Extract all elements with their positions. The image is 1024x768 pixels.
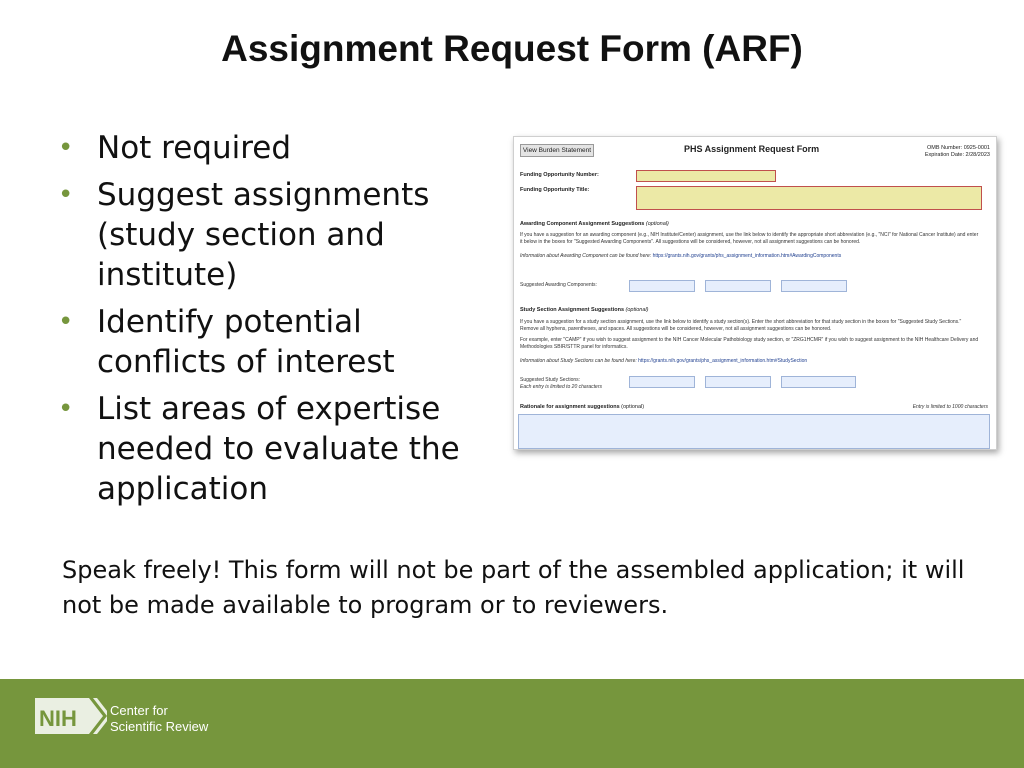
omb-number: OMB Number: 0925-0001 (927, 145, 990, 151)
bullet-item (58, 302, 478, 382)
bullet-icon: • (58, 133, 74, 163)
study-field-1[interactable] (629, 376, 695, 388)
bullet-icon: • (58, 394, 74, 424)
awarding-instructions: If you have a suggestion for an awarding component (e.g., NIH Institute/Center) assignment, use the link below to identify the appropriate short abbreviation (e.g., "NCI" for National Cancer Institute) and enter it below in the boxes for "Suggested Awarding Components". All suggestions will be considered, however, not all assignment suggestions can be honored. (520, 232, 979, 245)
awarding-field-2[interactable] (705, 280, 771, 292)
study-heading: Study Section Assignment Suggestions (optional) (520, 307, 649, 313)
csr-line-1: Center for (110, 703, 168, 718)
bullet-item (58, 389, 478, 509)
study-link[interactable]: https://grants.nih.gov/grants/phs_assignment_information.htm#StudySection (638, 358, 808, 364)
awarding-heading: Awarding Component Assignment Suggestions (optional) (520, 221, 669, 227)
footer-band (0, 679, 1024, 768)
bullet-item (58, 175, 478, 295)
expiration-date: Expiration Date: 2/28/2023 (924, 152, 990, 158)
awarding-field-3[interactable] (781, 280, 847, 292)
awarding-link[interactable]: https://grants.nih.gov/grants/phs_assignment_information.htm#AwardingComponents (652, 253, 842, 259)
study-info: Information about Study Sections can be found here: https://grants.nih.gov/grants/phs_assignment_information.htm#StudySection (520, 358, 808, 364)
foa-number-field[interactable] (636, 170, 776, 182)
awarding-field-1[interactable] (629, 280, 695, 292)
bullet-icon: • (58, 180, 74, 210)
rationale-limit: Entry is limited to 1000 characters (912, 404, 988, 410)
foa-number-label: Funding Opportunity Number: (520, 172, 599, 178)
study-field-3[interactable] (781, 376, 856, 388)
nih-logo-icon (33, 692, 107, 740)
suggested-awarding-label: Suggested Awarding Components: (520, 282, 597, 288)
note-text: Speak freely! This form will not be part of the assembled application; it will not be made available to program or to reviewers. (62, 556, 965, 619)
bullet-item (58, 128, 478, 168)
study-example: For example, enter "CAMP" if you wish to suggest assignment to the NIH Cancer Molecular Pathobiology study section, or "ZRG1HCMR" if you wish to suggest assignment to the NIH Healthcare Delivery and Methodologies SBIR/STTR panel for informatics. (520, 337, 979, 350)
bullet-text: Not required (97, 130, 292, 166)
slide-title: Assignment Request Form (ARF) (221, 28, 803, 69)
bullet-text: Suggest assignments (study section and institute) (97, 177, 430, 293)
study-field-2[interactable] (705, 376, 771, 388)
csr-name (110, 703, 208, 735)
suggested-study-label: Suggested Study Sections: Each entry is limited to 20 characters (520, 377, 602, 390)
bullet-text: List areas of expertise needed to evaluate the application (97, 391, 460, 507)
omb-info (925, 145, 990, 159)
rationale-heading: Rationale for assignment suggestions (optional) (520, 404, 645, 410)
foa-title-label: Funding Opportunity Title: (520, 187, 590, 193)
csr-line-2: Scientific Review (110, 719, 209, 734)
awarding-info: Information about Awarding Component can be found here: https://grants.nih.gov/grants/phs_assignment_information.htm#AwardingComponents (520, 253, 842, 259)
study-instructions: If you have a suggestion for a study section assignment, use the link below to identify a study section(s). Enter the short abbreviation for that study section in the boxes for "Suggested Study Sections." Remove all hyphens, parentheses, and spaces. All suggestions will be considered, however, not all assignment suggestions can be honored. (520, 319, 962, 332)
nih-logo-text: NIH (39, 706, 77, 731)
view-burden-statement-button[interactable]: View Burden Statement (520, 144, 594, 157)
foa-title-field[interactable] (636, 186, 982, 210)
form-title: PHS Assignment Request Form (684, 144, 820, 154)
bullet-icon: • (58, 307, 74, 337)
arf-form-screenshot (513, 136, 997, 450)
rationale-textarea[interactable] (518, 414, 990, 449)
bullet-text: Identify potential conflicts of interest (97, 304, 395, 380)
bullet-list (58, 128, 478, 516)
